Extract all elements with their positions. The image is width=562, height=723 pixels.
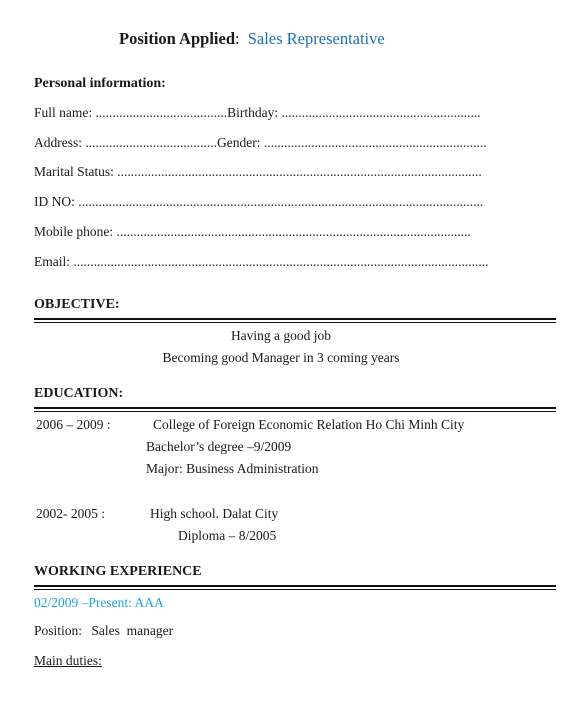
- education-heading: EDUCATION:: [34, 386, 124, 401]
- objective-line-2-text: Becoming good Manager in 3 coming years: [162, 350, 400, 365]
- education-years-1: 2006 – 2009 :: [36, 417, 111, 432]
- id-number-field: ID NO: ........................................................................................................................: [34, 194, 484, 209]
- full-name-birthday-field: Full name: .......................................Birthday: ...........................................................: [34, 105, 481, 120]
- objective-line-1: [0, 328, 562, 344]
- objective-line-1-text: Having a good job: [230, 328, 332, 343]
- education-divider-thick: [34, 407, 556, 409]
- objective-divider-thin: [34, 322, 556, 323]
- objective-heading: OBJECTIVE:: [34, 297, 120, 312]
- position-applied-label: Position Applied: [119, 29, 235, 48]
- education-school-2: High school. Dalat City: [150, 506, 279, 521]
- position-colon: :: [235, 29, 240, 48]
- education-years-2: 2002- 2005 :: [36, 506, 105, 521]
- personal-info-heading: Personal information:: [34, 76, 166, 91]
- experience-position-line: [34, 623, 173, 639]
- experience-heading: WORKING EXPERIENCE: [34, 564, 202, 579]
- experience-divider-thin: [34, 589, 556, 590]
- main-duties-label: Main duties:: [34, 653, 102, 668]
- objective-line-2: [0, 350, 562, 366]
- experience-position-value: Sales manager: [91, 623, 174, 638]
- email-field: Email: ...........................................................................................................................: [34, 254, 489, 269]
- objective-divider-thick: [34, 318, 556, 320]
- mobile-phone-field: Mobile phone: .........................................................................................................: [34, 224, 471, 239]
- position-applied-line: [119, 29, 385, 49]
- experience-position-label: Position:: [34, 623, 83, 638]
- education-major-1: Major: Business Administration: [146, 461, 319, 476]
- education-divider-thin: [34, 411, 556, 412]
- address-gender-field: Address: .......................................Gender: ..................................................................: [34, 135, 487, 150]
- position-applied-value: Sales Representative: [247, 29, 385, 48]
- education-degree-1: Bachelor’s degree –9/2009: [146, 439, 292, 454]
- marital-status-field: Marital Status: ............................................................................................................: [34, 164, 482, 179]
- experience-period: 02/2009 –Present: AAA: [34, 595, 164, 610]
- education-degree-2: Diploma – 8/2005: [178, 528, 277, 543]
- experience-divider-thick: [34, 585, 556, 587]
- education-school-1: College of Foreign Economic Relation Ho Chi Minh City: [153, 417, 465, 432]
